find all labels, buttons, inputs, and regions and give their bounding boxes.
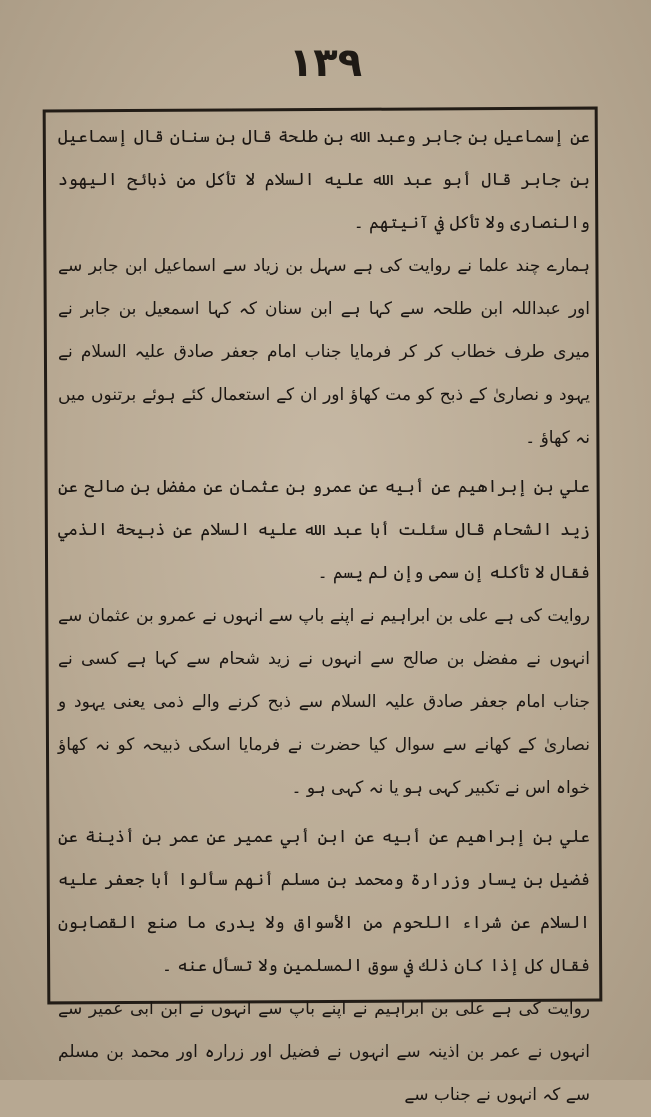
arabic-hadith-paragraph: عن إسماعيل بن جابر وعبد الله بن طلحة قال بن سنان قال إسماعيل بن جابر قال أبو عبد الله عليه السلام لا تأكل من ذبائح اليهود والنصارى ولا تأكل في آنيتهم ۔: [58, 127, 590, 233]
page-number: ۱۳۹: [288, 40, 363, 86]
text-body: [52, 116, 596, 1105]
urdu-translation-paragraph: روایت کی ہے علی بن ابراہیم نے اپنے باپ سے انہوں نے عمرو بن عثمان سے انہوں نے مفضل بن صالح سے انہوں نے زید شحام سے کہا ہے کسی نے جناب امام جعفر صادق علیہ السلام سے ذبح کرنے والے ذمی یعنی یہود و نصاریٰ کے کھانے سے سوال کیا حضرت نے فرمایا اسکی ذبیحہ کو نہ کھاؤ خواہ اس نے تکبیر کہی ہو یا نہ کہی ہو ۔: [58, 606, 590, 798]
urdu-translation-paragraph: ہمارے چند علما نے روایت کی ہے سہل بن زیاد سے اسماعیل ابن جابر سے اور عبداللہ ابن طلحہ سے کہا ہے ابن سنان کہ کہا اسمعیل بن جابر نے میری طرف خطاب کر کر فرمایا جناب امام جعفر صادق علیہ السلام نے یہود و نصاریٰ کے ذبح کو مت کھاؤ اور ان کے استعمال کئے ہوئے برتنوں میں نہ کھاؤ ۔: [58, 256, 590, 448]
arabic-hadith-paragraph: علي بن إبراهيم عن أبيه عن ابن أبي عمير عن عمر بن أذينة عن فضيل بن يسار وزرارة ومحمد بن مسلم أنهم سألوا أبا جعفر عليه السلام عن شراء اللحوم من الأسواق ولا يدرى ما صنع القصابون فقال كل إذا كان ذلك في سوق المسلمين ولا تسأل عنه ۔: [58, 827, 590, 976]
arabic-hadith-paragraph: علي بن إبراهيم عن أبيه عن عمرو بن عثمان عن مفضل بن صالح عن زيد الشحام قال سئلت أبا عبد الله عليه السلام عن ذبيحة الذمي فقال لا تأكله إن سمى وإن لم يسم ۔: [58, 477, 590, 583]
urdu-translation-paragraph: روایت کی ہے علی بن ابراہیم نے اپنے باپ سے انہوں نے ابن ابی عمیر سے انہوں نے عمر بن اذینہ سے انہوں نے فضیل اور زرارہ اور محمد بن مسلم سے کہ انہوں نے جناب سے: [58, 999, 590, 1105]
